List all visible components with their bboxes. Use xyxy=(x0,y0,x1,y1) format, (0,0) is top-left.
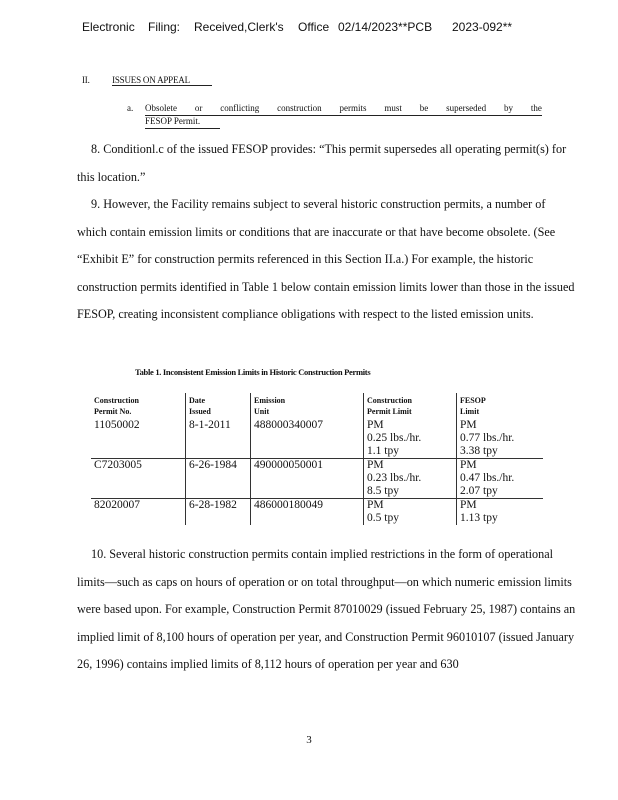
col-fesop-limit: FESOP Limit xyxy=(460,396,486,416)
table-row xyxy=(91,459,543,499)
cell-permit: 11050002 xyxy=(91,419,186,459)
subsection-word: the xyxy=(530,103,542,113)
emission-limits-table xyxy=(91,393,543,525)
subsection-line2: FESOP Permit. xyxy=(145,115,220,129)
filing-header xyxy=(82,20,602,34)
table-row xyxy=(91,499,543,526)
subsection-word: construction xyxy=(277,103,322,113)
section-number: II. xyxy=(82,75,90,85)
subsection-word: permits xyxy=(339,103,367,113)
paragraph-8 xyxy=(77,136,577,191)
cell-cp-limit: PM 0.25 lbs./hr. 1.1 tpy xyxy=(364,419,457,459)
header-date: 02/14/2023**PCB xyxy=(338,20,433,34)
header-received: Received,Clerk's xyxy=(194,20,284,34)
paragraph-8-text: 8. Conditionl.c of the issued FESOP provides: “This permit supersedes all operating permit(s) for this location.” xyxy=(77,142,567,184)
cell-permit: 82020007 xyxy=(91,499,186,526)
col-date-issued: Date Issued xyxy=(186,393,251,419)
cell-fesop-limit: PM 1.13 tpy xyxy=(460,499,498,524)
cell-date: 8-1-2011 xyxy=(186,419,251,459)
subsection-word: superseded xyxy=(446,103,487,113)
subsection-line1 xyxy=(145,102,542,116)
cell-fesop-limit: PM 0.47 lbs./hr. 2.07 tpy xyxy=(457,459,544,499)
section-heading xyxy=(82,75,212,85)
section-title: ISSUES ON APPEAL xyxy=(112,75,212,86)
subsection-word: by xyxy=(504,103,514,113)
subsection-word: be xyxy=(419,103,429,113)
col-permit-no: Construction Permit No. xyxy=(91,393,186,419)
cell-unit: 488000340007 xyxy=(251,419,364,459)
cell-cp-limit: PM 0.5 tpy xyxy=(364,499,457,526)
cell-cp-limit: PM 0.23 lbs./hr. 8.5 tpy xyxy=(364,459,457,499)
col-cp-limit: Construction Permit Limit xyxy=(364,393,457,419)
subsection-letter: a. xyxy=(127,103,134,113)
cell-permit: C7203005 xyxy=(91,459,186,499)
cell-date: 6-28-1982 xyxy=(186,499,251,526)
table-row xyxy=(91,419,543,459)
header-filing: Filing: xyxy=(148,20,181,34)
cell-date: 6-26-1984 xyxy=(186,459,251,499)
header-office: Office xyxy=(298,20,330,34)
cell-unit: 486000180049 xyxy=(251,499,364,526)
subsection-word: conflicting xyxy=(220,103,260,113)
table-header-row xyxy=(91,393,543,419)
paragraph-9-text: 9. However, the Facility remains subject to several historic construction permits, a number of which contain emission limits or conditions that are inaccurate or that have become obsolete. (See “Exhibit E” for construction permits referenced in this Section II.a.) For example, the historic construction permits identified in Table 1 below contain emission limits lower than those in the issued FESOP, creating inconsistent compliance obligations with respect to the listed emission units. xyxy=(77,197,575,322)
paragraph-9 xyxy=(77,191,577,329)
subsection-word: Obsolete xyxy=(145,103,177,113)
subsection-word: or xyxy=(194,103,203,113)
page-number: 3 xyxy=(306,734,312,746)
cell-fesop-limit: PM 0.77 lbs./hr. 3.38 tpy xyxy=(457,419,544,459)
table-caption: Table 1. Inconsistent Emission Limits in Historic Construction Permits xyxy=(135,367,371,377)
header-electronic: Electronic xyxy=(82,20,135,34)
cell-unit: 490000050001 xyxy=(251,459,364,499)
paragraph-10-text: 10. Several historic construction permits contain implied restrictions in the form of operational limits—such as caps on hours of operation or on total throughput—on which numeric emission limits were based upon. For example, Construction Permit 87010029 (issued February 25, 1987) contains an implied limit of 8,100 hours of operation per year, and Construction Permit 96010107 (issued January 26, 1996) contains implied limits of 8,112 hours of operation per year and 630 xyxy=(77,547,576,672)
paragraph-10 xyxy=(77,541,577,679)
col-emission-unit: Emission Unit xyxy=(251,393,364,419)
subsection-word: must xyxy=(384,103,402,113)
header-case-number: 2023-092** xyxy=(452,20,513,34)
